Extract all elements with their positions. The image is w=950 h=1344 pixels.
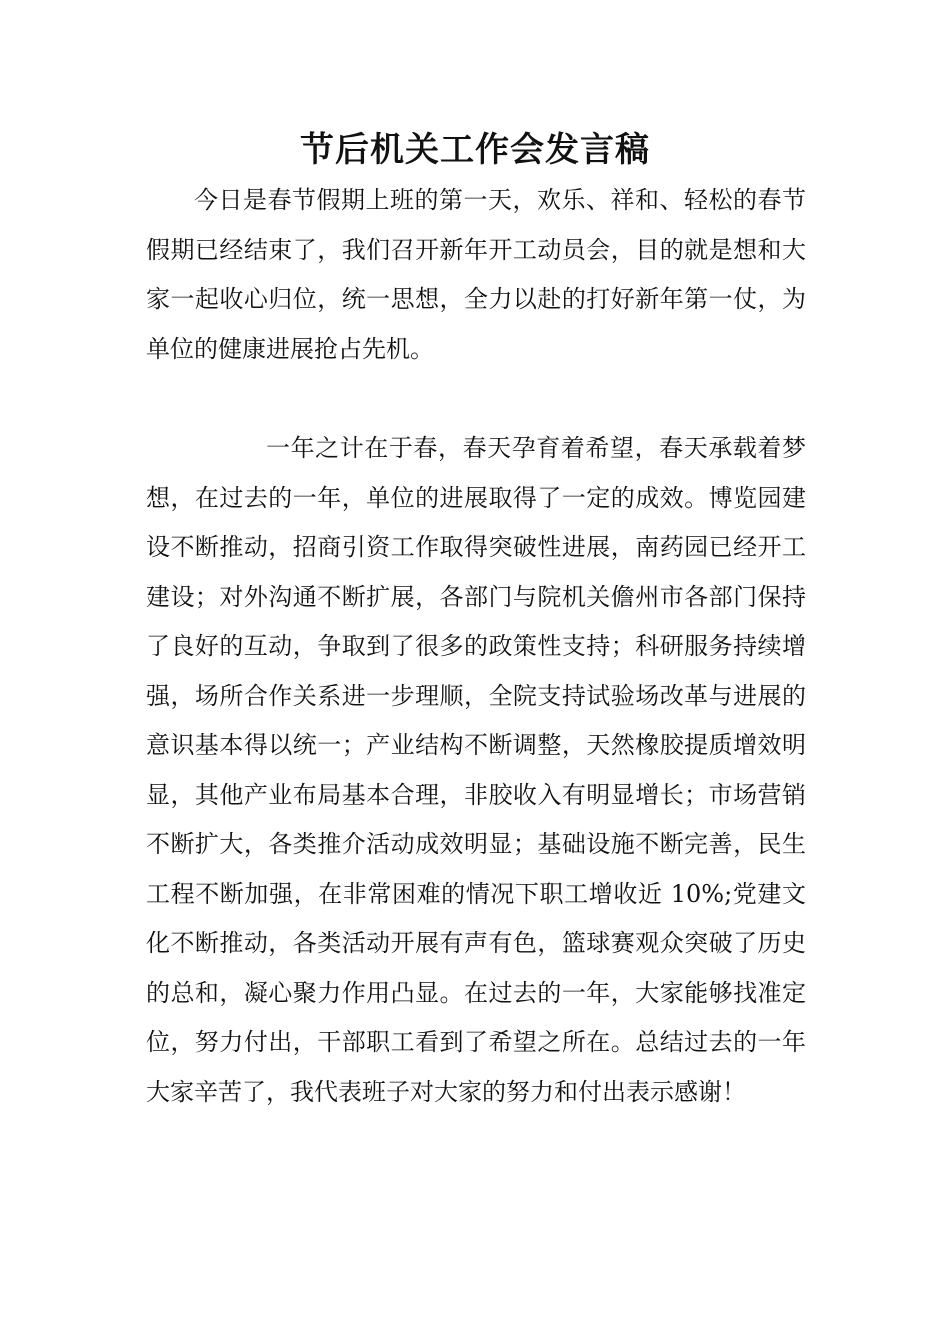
document-title: 节后机关工作会发言稿 [300,130,650,170]
paragraph-review: 一年之计在于春，春天孕育着希望，春天承载着梦想，在过去的一年，单位的进展取得了一定的成效。博览园建设不断推动，招商引资工作取得突破性进展，南药园已经开工建设；对外沟通不断扩展，各部门与院机关儋州市各部门保持了良好的互动，争取到了很多的政策性支持；科研服务持续增强，场所合作关系进一步理顺，全院支持试验场改革与进展的意识基本得以统一；产业结构不断调整，天然橡胶提质增效明显，其他产业布局基本合理，非胶收入有明显增长；市场营销不断扩大，各类推介活动成效明显；基础设施不断完善，民生工程不断加强，在非常困难的情况下职工增收近 10%;党建文化不断推动，各类活动开展有声有色，篮球赛观众突破了历史的总和，凝心聚力作用凸显。在过去的一年，大家能够找准定位，努力付出，干部职工看到了希望之所在。总结过去的一年大家辛苦了，我代表班子对大家的努力和付出表示感谢！ [146,434,806,1106]
paragraph-opening: 今日是春节假期上班的第一天，欢乐、祥和、轻松的春节假期已经结束了，我们召开新年开工动员会，目的就是想和大家一起收心归位，统一思想，全力以赴的打好新年第一仗，为单位的健康进展抢占先机。 [146,186,806,363]
